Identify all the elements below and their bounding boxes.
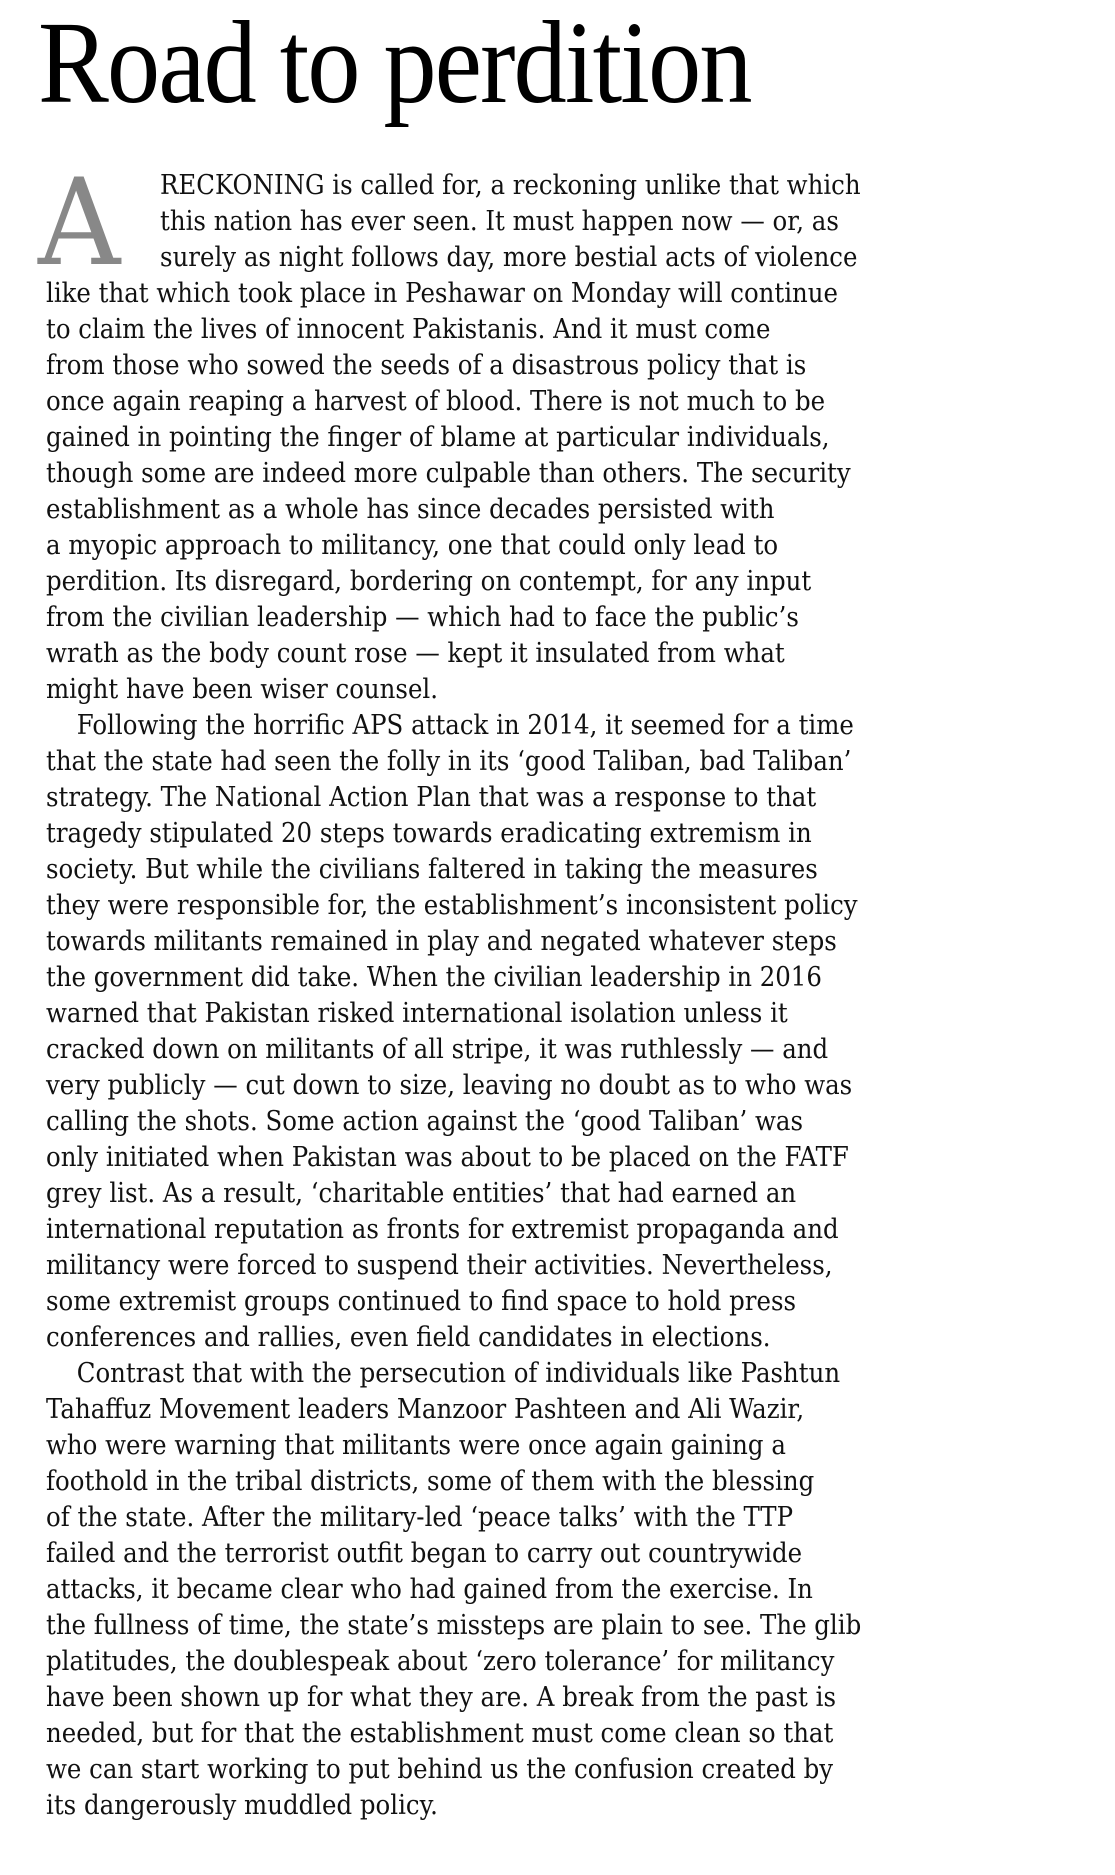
text-line: this nation has ever seen. It must happen now — or, as — [160, 206, 839, 237]
text-line: might have been wiser counsel. — [46, 674, 438, 705]
text-line: once again reaping a harvest of blood. There is not much to be — [46, 386, 826, 417]
text-line: grey list. As a result, ‘charitable entities’ that had earned an — [46, 1178, 797, 1209]
text-line: the fullness of time, the state’s missteps are plain to see. The glib — [46, 1610, 862, 1641]
text-line: some extremist groups continued to find space to hold press — [46, 1286, 797, 1317]
text-line: very publicly — cut down to size, leaving no doubt as to who was — [46, 1070, 853, 1101]
text-line: calling the shots. Some action against the ‘good Taliban’ was — [46, 1106, 804, 1137]
text-line: attacks, it became clear who had gained from the exercise. In — [46, 1574, 813, 1605]
text-line: RECKONING is called for, a reckoning unlike that which — [160, 170, 861, 201]
text-line: warned that Pakistan risked international isolation unless it — [46, 998, 788, 1029]
text-line: from those who sowed the seeds of a disastrous policy that is — [46, 350, 807, 381]
text-line: its dangerously muddled policy. — [46, 1790, 438, 1821]
text-line: a myopic approach to militancy, one that could only lead to — [46, 530, 779, 561]
text-line: to claim the lives of innocent Pakistanis. And it must come — [46, 314, 771, 345]
text-line: militancy were forced to suspend their activities. Nevertheless, — [46, 1250, 833, 1281]
text-line: gained in pointing the finger of blame at particular individuals, — [46, 422, 830, 453]
text-line: towards militants remained in play and negated whatever steps — [46, 926, 837, 957]
text-line: platitudes, the doublespeak about ‘zero tolerance’ for militancy — [46, 1646, 835, 1677]
drop-cap: A — [38, 154, 121, 293]
text-line: we can start working to put behind us the confusion created by — [46, 1754, 834, 1785]
text-line: needed, but for that the establishment must come clean so that — [46, 1718, 834, 1749]
text-line: society. But while the civilians faltered in taking the measures — [46, 854, 818, 885]
text-line: the government did take. When the civilian leadership in 2016 — [46, 962, 822, 993]
text-line: that the state had seen the folly in its ‘good Taliban, bad Taliban’ — [46, 746, 852, 777]
headline: Road to perdition — [38, 0, 751, 128]
article-body — [46, 168, 1096, 1824]
text-line: conferences and rallies, even field candidates in elections. — [46, 1322, 771, 1353]
text-line: foothold in the tribal districts, some of them with the blessing — [46, 1466, 815, 1497]
text-line: Following the horrific APS attack in 2014, it seemed for a time — [76, 710, 854, 741]
text-line: international reputation as fronts for extremist propaganda and — [46, 1214, 839, 1245]
text-line: like that which took place in Peshawar on Monday will continue — [46, 278, 838, 309]
text-line: strategy. The National Action Plan that was a response to that — [46, 782, 817, 813]
text-line: cracked down on militants of all stripe, it was ruthlessly — and — [46, 1034, 829, 1065]
text-line: of the state. After the military-led ‘peace talks’ with the TTP — [46, 1502, 794, 1533]
text-line: failed and the terrorist outfit began to carry out countrywide — [46, 1538, 803, 1569]
text-line: establishment as a whole has since decades persisted with — [46, 494, 775, 525]
text-line: they were responsible for, the establishment’s inconsistent policy — [46, 890, 858, 921]
text-line: surely as night follows day, more bestial acts of violence — [160, 242, 858, 273]
text-line: from the civilian leadership — which had to face the public’s — [46, 602, 799, 633]
text-line: perdition. Its disregard, bordering on contempt, for any input — [46, 566, 812, 597]
text-line: who were warning that militants were once again gaining a — [46, 1430, 786, 1461]
text-line: have been shown up for what they are. A break from the past is — [46, 1682, 836, 1713]
text-line: wrath as the body count rose — kept it insulated from what — [46, 638, 785, 669]
text-line: only initiated when Pakistan was about to be placed on the FATF — [46, 1142, 849, 1173]
text-line: Contrast that with the persecution of individuals like Pashtun — [76, 1358, 841, 1389]
text-line: tragedy stipulated 20 steps towards eradicating extremism in — [46, 818, 812, 849]
text-line: though some are indeed more culpable than others. The security — [46, 458, 851, 489]
text-line: Tahaffuz Movement leaders Manzoor Pashteen and Ali Wazir, — [46, 1394, 805, 1425]
